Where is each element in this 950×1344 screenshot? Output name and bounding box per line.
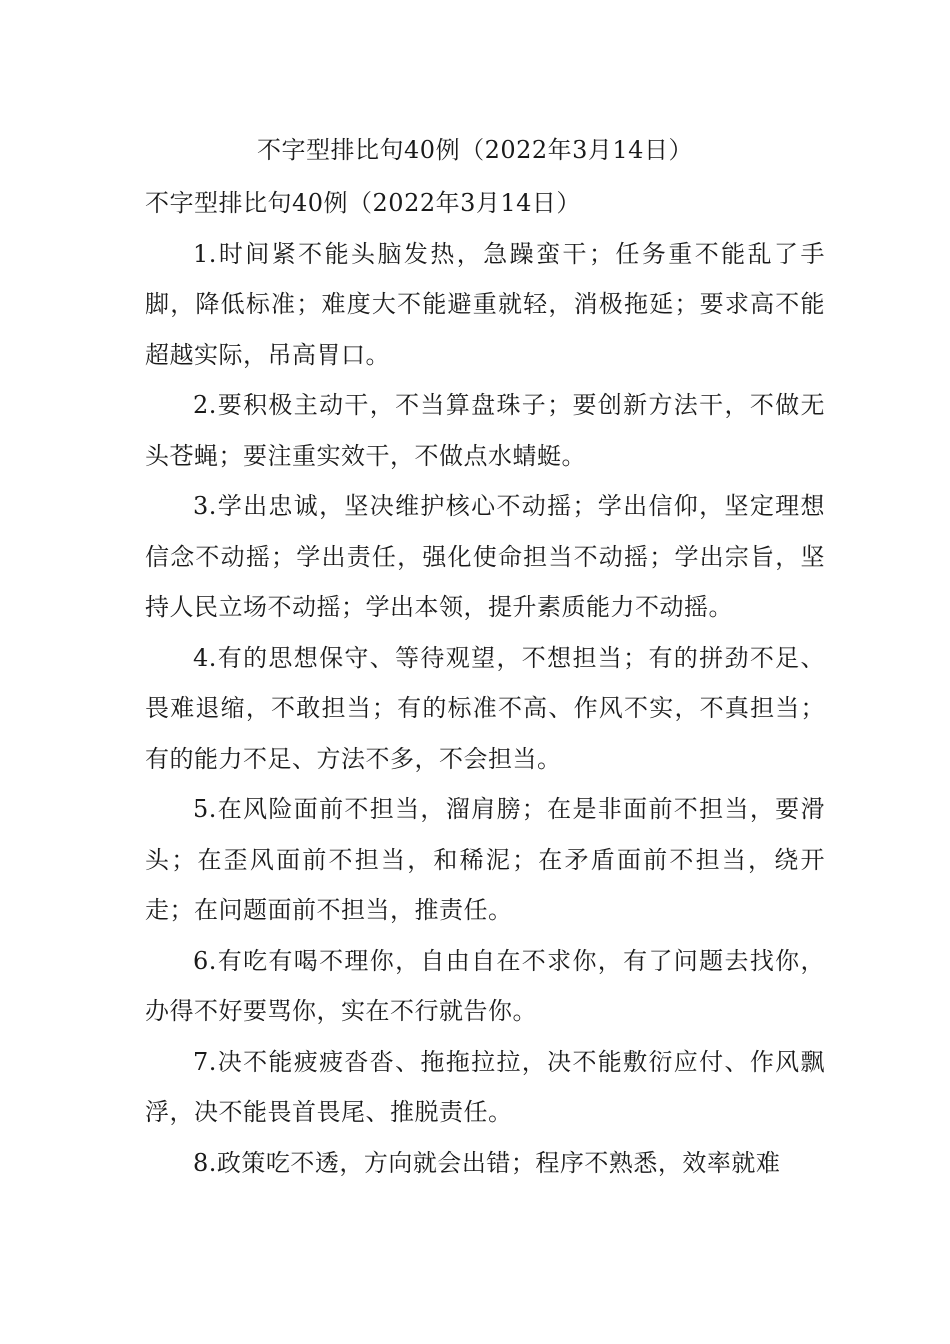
paragraph-3: 3.学出忠诚，坚决维护核心不动摇；学出信仰，坚定理想信念不动摇；学出责任，强化使命担当不动摇；学出宗旨，坚持人民立场不动摇；学出本领，提升素质能力不动摇。	[145, 492, 825, 621]
document-body	[145, 178, 825, 1188]
document-subtitle: 不字型排比句40例（2022年3月14日）	[145, 189, 581, 217]
paragraph-4: 4.有的思想保守、等待观望，不想担当；有的拼劲不足、畏难退缩，不敢担当；有的标准不高、作风不实，不真担当；有的能力不足、方法不多，不会担当。	[145, 643, 825, 773]
paragraph-5: 5.在风险面前不担当，溜肩膀；在是非面前不担当，要滑头；在歪风面前不担当，和稀泥；在矛盾面前不担当，绕开走；在问题面前不担当，推责任。	[145, 795, 825, 924]
paragraph-2: 2.要积极主动干，不当算盘珠子；要创新方法干，不做无头苍蝇；要注重实效干，不做点水蜻蜓。	[145, 391, 825, 470]
paragraph-1: 1.时间紧不能头脑发热，急躁蛮干；任务重不能乱了手脚，降低标准；难度大不能避重就轻，消极拖延；要求高不能超越实际，吊高胃口。	[145, 239, 825, 369]
paragraph-6: 6.有吃有喝不理你，自由自在不求你，有了问题去找你，办得不好要骂你，实在不行就告你。	[145, 946, 825, 1025]
paragraph-7: 7.决不能疲疲沓沓、拖拖拉拉，决不能敷衍应付、作风飘浮，决不能畏首畏尾、推脱责任。	[145, 1047, 825, 1126]
paragraph-8: 8.政策吃不透，方向就会出错；程序不熟悉，效率就难	[193, 1148, 781, 1177]
document-title: 不字型排比句40例（2022年3月14日）	[257, 136, 693, 164]
